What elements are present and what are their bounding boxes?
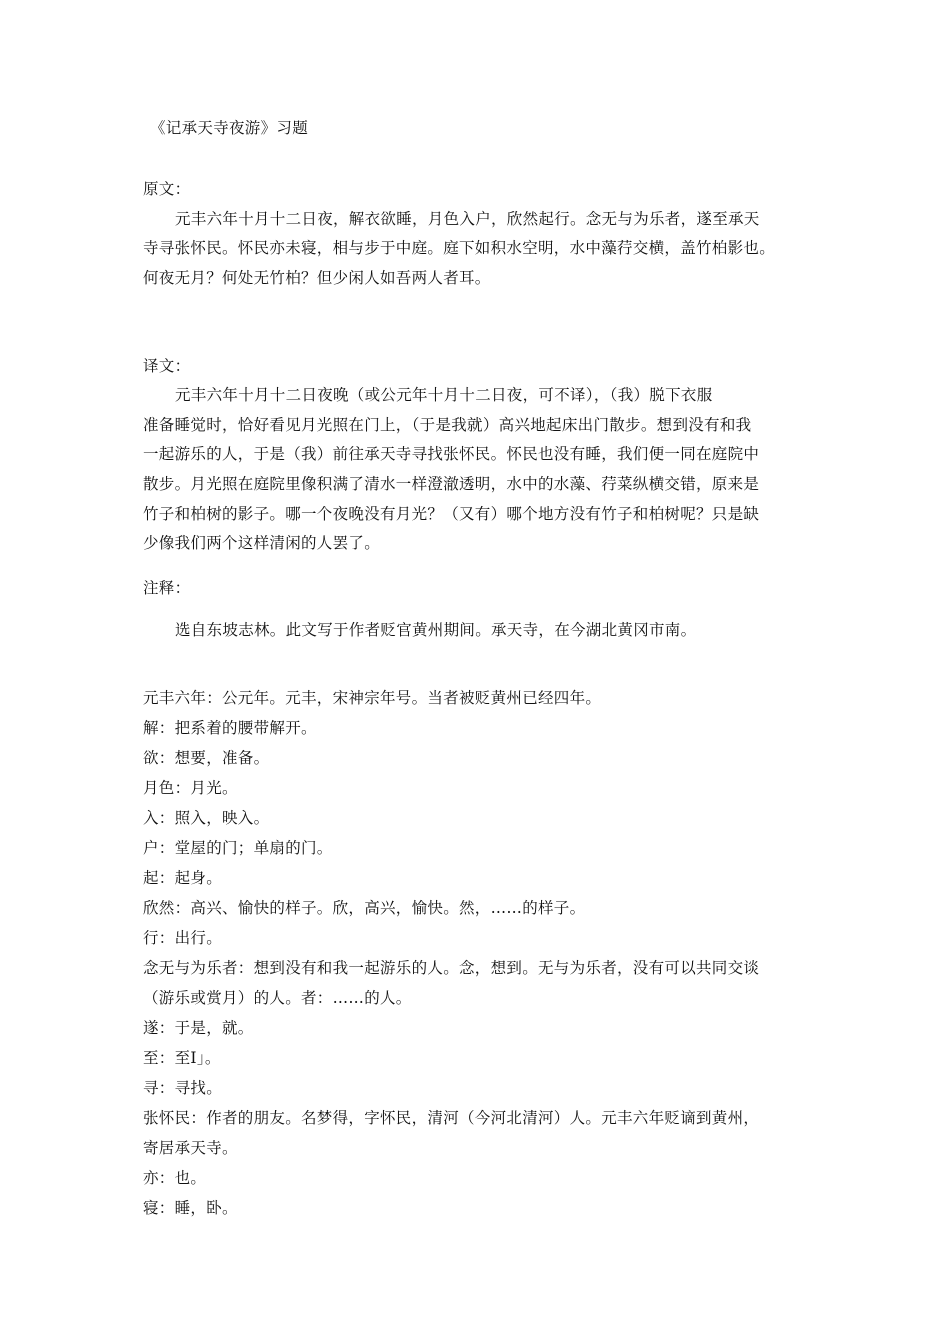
original-line: 元丰六年十月十二日夜，解衣欲睡，月色入户，欣然起行。念无与为乐者，遂至承天	[175, 210, 760, 228]
note-item: 入：照入，映入。	[143, 809, 270, 827]
translation-line: 一起游乐的人，于是（我）前往承天寺寻找张怀民。怀民也没有睡，我们便一同在庭院中	[143, 445, 760, 463]
note-item: 解：把系着的腰带解开。	[143, 719, 317, 737]
note-item: 念无与为乐者：想到没有和我一起游乐的人。念，想到。无与为乐者，没有可以共同交谈	[143, 959, 760, 977]
note-item: 元丰六年：公元年。元丰，宋神宗年号。当者被贬黄州已经四年。	[143, 689, 602, 707]
notes-intro: 选自东坡志林。此文写于作者贬官黄州期间。承天寺，在今湖北黄冈市南。	[175, 621, 697, 639]
note-item: 起：起身。	[143, 869, 223, 887]
note-item: 行：出行。	[143, 929, 223, 947]
note-item: 欣然：高兴、愉快的样子。欣，高兴，愉快。然，……的样子。	[143, 899, 586, 917]
notes-heading: 注释：	[143, 579, 191, 597]
translation-line: 准备睡觉时，恰好看见月光照在门上，（于是我就）高兴地起床出门散步。想到没有和我	[143, 416, 752, 434]
note-item: 月色：月光。	[143, 779, 238, 797]
original-line: 寺寻张怀民。怀民亦未寝，相与步于中庭。庭下如积水空明，水中藻荇交横，盖竹柏影也。	[143, 239, 776, 257]
note-item: 至：至I」。	[143, 1049, 221, 1067]
note-item: （游乐或赏月）的人。者：……的人。	[143, 989, 412, 1007]
note-item: 寝：睡，卧。	[143, 1199, 238, 1217]
document-title: 《记承天寺夜游》习题	[150, 119, 309, 137]
original-heading: 原文：	[143, 180, 191, 198]
note-item: 户：堂屋的门；单扇的门。	[143, 839, 333, 857]
note-item: 遂：于是，就。	[143, 1019, 254, 1037]
translation-line: 元丰六年十月十二日夜晚（或公元年十月十二日夜，可不译），（我）脱下衣服	[175, 386, 713, 404]
translation-line: 竹子和柏树的影子。哪一个夜晚没有月光？（又有）哪个地方没有竹子和柏树呢？只是缺	[143, 505, 760, 523]
original-line: 何夜无月？何处无竹柏？但少闲人如吾两人者耳。	[143, 269, 491, 287]
translation-line: 散步。月光照在庭院里像积满了清水一样澄澈透明，水中的水藻、荇菜纵横交错，原来是	[143, 475, 760, 493]
note-item: 欲：想要，准备。	[143, 749, 270, 767]
note-item: 张怀民：作者的朋友。名梦得，字怀民，清河（今河北清河）人。元丰六年贬谪到黄州，	[143, 1109, 760, 1127]
note-item: 寄居承天寺。	[143, 1139, 238, 1157]
translation-heading: 译文：	[143, 357, 191, 375]
note-item: 亦：也。	[143, 1169, 207, 1187]
translation-line: 少像我们两个这样清闲的人罢了。	[143, 534, 381, 552]
note-item: 寻：寻找。	[143, 1079, 223, 1097]
